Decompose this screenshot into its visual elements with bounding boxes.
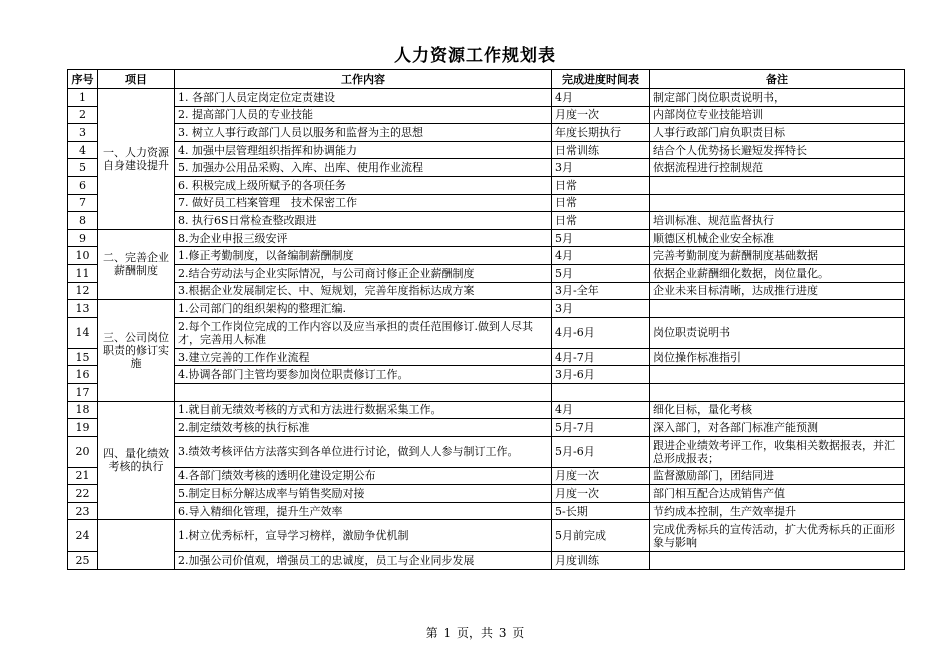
work-content: 4.各部门绩效考核的透明化建设定期公布 <box>175 467 552 485</box>
work-content: 1.就目前无绩效考核的方式和方法进行数据采集工作。 <box>175 401 552 419</box>
row-number: 15 <box>68 348 98 366</box>
schedule: 5月-6月 <box>552 436 650 467</box>
work-content: 3.建立完善的工作作业流程 <box>175 348 552 366</box>
header-remark: 备注 <box>650 70 905 89</box>
table-row <box>68 300 905 318</box>
remark: 深入部门，对各部门标准产能预测 <box>650 419 905 437</box>
table-row <box>68 348 905 366</box>
table-row <box>68 419 905 437</box>
remark: 监督激励部门，团结同进 <box>650 467 905 485</box>
work-content: 2.加强公司价值观，增强员工的忠诚度，员工与企业同步发展 <box>175 552 552 570</box>
row-number: 11 <box>68 264 98 282</box>
schedule: 5月 <box>552 264 650 282</box>
remark: 岗位职责说明书 <box>650 317 905 348</box>
work-content: 6.导入精细化管理，提升生产效率 <box>175 502 552 520</box>
remark: 部门相互配合达成销售产值 <box>650 485 905 503</box>
table-body <box>68 89 905 570</box>
work-content: 3. 树立人事行政部门人员以服务和监督为主的思想 <box>175 124 552 142</box>
schedule: 4月-6月 <box>552 317 650 348</box>
table-row <box>68 106 905 124</box>
remark: 节约成本控制，生产效率提升 <box>650 502 905 520</box>
work-content: 3.绩效考核评估方法落实到各单位进行讨论，做到人人参与制订工作。 <box>175 436 552 467</box>
table-row <box>68 401 905 419</box>
table-row <box>68 282 905 300</box>
footer-prefix: 第 <box>425 626 438 640</box>
schedule: 月度一次 <box>552 106 650 124</box>
remark: 完成优秀标兵的宣传活动，扩大优秀标兵的正面形象与影响 <box>650 520 905 552</box>
table-row <box>68 317 905 348</box>
project-category <box>98 520 175 570</box>
page-footer <box>0 624 950 641</box>
work-content: 5.制定目标分解达成率与销售奖励对接 <box>175 485 552 503</box>
schedule: 5月前完成 <box>552 520 650 552</box>
table-row <box>68 520 905 552</box>
schedule: 5-长期 <box>552 502 650 520</box>
work-content: 4. 加强中层管理组织指挥和协调能力 <box>175 141 552 159</box>
schedule: 日常 <box>552 212 650 230</box>
schedule: 日常训练 <box>552 141 650 159</box>
page-title: 人力资源工作规划表 <box>394 46 556 66</box>
schedule: 3月-6月 <box>552 366 650 384</box>
table-row <box>68 212 905 230</box>
work-content: 3.根据企业发展制定长、中、短规划，完善年度指标达成方案 <box>175 282 552 300</box>
remark: 培训标准、规范监督执行 <box>650 212 905 230</box>
footer-suffix: 页 <box>512 626 525 640</box>
remark <box>650 383 905 401</box>
row-number: 21 <box>68 467 98 485</box>
row-number: 4 <box>68 141 98 159</box>
remark: 结合个人优势扬长避短发挥特长 <box>650 141 905 159</box>
table-row <box>68 552 905 570</box>
work-content: 2. 提高部门人员的专业技能 <box>175 106 552 124</box>
row-number: 19 <box>68 419 98 437</box>
schedule: 月度一次 <box>552 485 650 503</box>
schedule <box>552 383 650 401</box>
table-row <box>68 194 905 212</box>
schedule: 3月 <box>552 159 650 177</box>
schedule: 日常 <box>552 176 650 194</box>
schedule: 4月 <box>552 89 650 107</box>
work-content: 7. 做好员工档案管理 技术保密工作 <box>175 194 552 212</box>
row-number: 6 <box>68 176 98 194</box>
remark: 企业未来目标清晰，达成推行进度 <box>650 282 905 300</box>
schedule: 3月 <box>552 300 650 318</box>
row-number: 9 <box>68 229 98 247</box>
table-row <box>68 141 905 159</box>
row-number: 8 <box>68 212 98 230</box>
schedule: 4月 <box>552 247 650 265</box>
row-number: 22 <box>68 485 98 503</box>
work-content: 1.树立优秀标杆，宣导学习榜样，激励争优机制 <box>175 520 552 552</box>
table-row <box>68 264 905 282</box>
work-content <box>175 383 552 401</box>
table-row <box>68 176 905 194</box>
remark: 跟进企业绩效考评工作，收集相关数据报表，并汇总形成报表； <box>650 436 905 467</box>
table-row <box>68 467 905 485</box>
row-number: 7 <box>68 194 98 212</box>
schedule: 3月-全年 <box>552 282 650 300</box>
work-plan-table <box>67 69 905 570</box>
work-content: 2.制定绩效考核的执行标准 <box>175 419 552 437</box>
table-row <box>68 436 905 467</box>
table-row <box>68 124 905 142</box>
schedule: 日常 <box>552 194 650 212</box>
remark: 细化目标，量化考核 <box>650 401 905 419</box>
header-schedule: 完成进度时间表 <box>552 70 650 89</box>
schedule: 月度一次 <box>552 467 650 485</box>
schedule: 5月 <box>552 229 650 247</box>
remark <box>650 176 905 194</box>
footer-mid: 页，共 <box>456 626 493 640</box>
footer-page-number: 1 <box>443 626 452 640</box>
row-number: 18 <box>68 401 98 419</box>
work-content: 5. 加强办公用品采购、入库、出库、使用作业流程 <box>175 159 552 177</box>
work-content: 1.修正考勤制度，以备编制薪酬制度 <box>175 247 552 265</box>
row-number: 24 <box>68 520 98 552</box>
work-content: 1. 各部门人员定岗定位定责建设 <box>175 89 552 107</box>
row-number: 16 <box>68 366 98 384</box>
schedule: 年度长期执行 <box>552 124 650 142</box>
header-project: 项目 <box>98 70 175 89</box>
remark: 完善考勤制度为薪酬制度基础数据 <box>650 247 905 265</box>
remark <box>650 366 905 384</box>
work-content: 1.公司部门的组织架构的整理汇编. <box>175 300 552 318</box>
remark: 岗位操作标准指引 <box>650 348 905 366</box>
work-content: 2.每个工作岗位完成的工作内容以及应当承担的责任范围修订.做到人尽其才，完善用人标准 <box>175 317 552 348</box>
row-number: 3 <box>68 124 98 142</box>
work-content: 2.结合劳动法与企业实际情况，与公司商讨修正企业薪酬制度 <box>175 264 552 282</box>
table-header-row <box>68 70 905 89</box>
footer-total-pages: 3 <box>498 626 507 640</box>
row-number: 13 <box>68 300 98 318</box>
work-content: 8. 执行6S日常检查整改跟进 <box>175 212 552 230</box>
remark <box>650 552 905 570</box>
remark: 依据流程进行控制规范 <box>650 159 905 177</box>
schedule: 4月 <box>552 401 650 419</box>
remark: 制定部门岗位职责说明书， <box>650 89 905 107</box>
remark: 顺德区机械企业安全标准 <box>650 229 905 247</box>
remark <box>650 194 905 212</box>
project-category: 四、量化绩效考核的执行 <box>98 401 175 520</box>
work-content: 4.协调各部门主管均要参加岗位职责修订工作。 <box>175 366 552 384</box>
work-content: 8.为企业申报三级安评 <box>175 229 552 247</box>
schedule: 5月-7月 <box>552 419 650 437</box>
row-number: 25 <box>68 552 98 570</box>
project-category: 三、公司岗位职责的修订实施 <box>98 300 175 401</box>
table-row <box>68 89 905 107</box>
table-row <box>68 366 905 384</box>
remark <box>650 300 905 318</box>
row-number: 1 <box>68 89 98 107</box>
table-row <box>68 383 905 401</box>
row-number: 12 <box>68 282 98 300</box>
project-category: 二、完善企业薪酬制度 <box>98 229 175 299</box>
row-number: 23 <box>68 502 98 520</box>
work-content: 6. 积极完成上级所赋予的各项任务 <box>175 176 552 194</box>
table-row <box>68 502 905 520</box>
table-row <box>68 229 905 247</box>
project-category: 一、人力资源自身建设提升 <box>98 89 175 230</box>
row-number: 5 <box>68 159 98 177</box>
schedule: 月度训练 <box>552 552 650 570</box>
remark: 内部岗位专业技能培训 <box>650 106 905 124</box>
remark: 人事行政部门肩负职责目标 <box>650 124 905 142</box>
row-number: 17 <box>68 383 98 401</box>
row-number: 14 <box>68 317 98 348</box>
row-number: 10 <box>68 247 98 265</box>
schedule: 4月-7月 <box>552 348 650 366</box>
header-no: 序号 <box>68 70 98 89</box>
row-number: 20 <box>68 436 98 467</box>
remark: 依据企业薪酬细化数据，岗位量化。 <box>650 264 905 282</box>
table-row <box>68 485 905 503</box>
row-number: 2 <box>68 106 98 124</box>
header-content: 工作内容 <box>175 70 552 89</box>
table-row <box>68 247 905 265</box>
table-row <box>68 159 905 177</box>
